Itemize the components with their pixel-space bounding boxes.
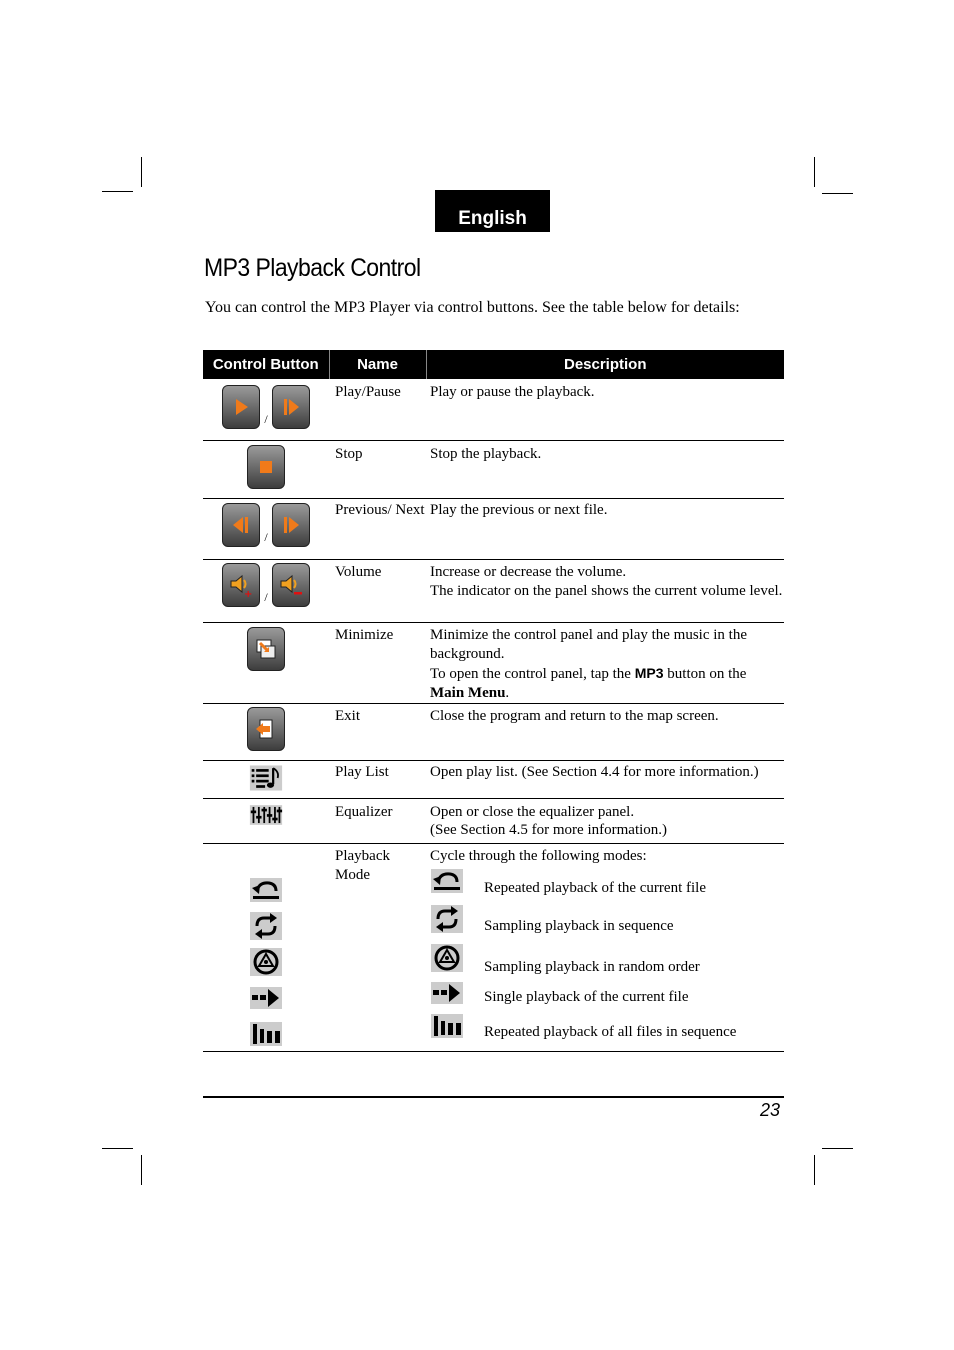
sampling-random-icon: [249, 946, 283, 979]
table-row: [203, 843, 784, 1051]
mode-item: [430, 866, 784, 902]
mode-label: Single playback of the current file: [484, 989, 689, 1005]
row-name: Play List: [329, 760, 426, 798]
control-table: [203, 350, 784, 1052]
row-description: Play the previous or next file.: [426, 498, 784, 559]
row-description: Play or pause the playback.: [426, 379, 784, 440]
play-pause-icon: [272, 385, 310, 429]
play-icon: [222, 385, 260, 429]
mode-label: Sampling playback in sequence: [484, 918, 674, 934]
single-play-icon: [249, 982, 283, 1015]
crop-mark: [141, 1155, 142, 1185]
crop-mark: [814, 157, 815, 187]
row-description: Increase or decrease the volume.: [430, 563, 627, 580]
crop-mark: [102, 191, 133, 192]
row-name: Playback Mode: [329, 843, 426, 1051]
mode-item: [430, 902, 784, 942]
crop-mark: [102, 1148, 133, 1149]
header-description: Description: [426, 350, 784, 379]
row-description: Close the program and return to the map screen.: [426, 703, 784, 760]
row-description: Open or close the equalizer panel.: [430, 803, 635, 820]
separator: /: [264, 529, 268, 544]
separator: /: [264, 412, 268, 426]
repeat-all-icon: [249, 1018, 283, 1051]
crop-mark: [814, 1155, 815, 1185]
volume-up-icon: [222, 563, 260, 607]
mp3-button-label: MP3: [634, 664, 664, 681]
repeat-one-icon: [249, 874, 283, 907]
equalizer-icon: [249, 799, 283, 827]
header-control-button: Control Button: [203, 350, 329, 379]
mode-item: [430, 980, 784, 1012]
table-header-row: [203, 350, 784, 379]
mode-label: Repeated playback of all files in sequence: [484, 1024, 737, 1040]
row-name: Previous/ Next: [329, 498, 426, 559]
row-description: Minimize the control panel and play the music in the background.: [430, 626, 747, 662]
table-row: [203, 498, 784, 559]
crop-mark: [141, 157, 142, 187]
svg-text:+: +: [244, 588, 253, 598]
section-title: MP3 Playback Control: [204, 254, 421, 282]
single-play-icon: [430, 981, 464, 1005]
page-number: 23: [760, 1100, 781, 1120]
playlist-icon: [249, 761, 283, 793]
row-name: Volume: [329, 559, 426, 622]
row-name: Stop: [329, 440, 426, 498]
row-name: Minimize: [329, 622, 426, 703]
mode-label: Repeated playback of the current file: [484, 880, 706, 896]
main-menu-label: Main Menu: [430, 684, 506, 701]
sampling-sequence-icon: [430, 904, 464, 934]
row-description: Open play list. (See Section 4.4 for more information.): [426, 760, 784, 798]
mode-item: [430, 1012, 784, 1046]
minimize-icon: [247, 627, 285, 671]
intro-paragraph: You can control the MP3 Player via control buttons. See the table below for details:: [205, 299, 740, 316]
table-row: [203, 440, 784, 498]
table-row: [203, 798, 784, 843]
mode-label: Sampling playback in random order: [484, 959, 700, 975]
table-row: [203, 703, 784, 760]
next-icon: [272, 503, 310, 547]
crop-mark: [822, 1148, 853, 1149]
row-description: Stop the playback.: [426, 440, 784, 498]
row-description-tail: To open the control panel, tap the MP3 button on the Main Menu.: [430, 664, 747, 701]
separator: /: [264, 589, 268, 604]
stop-icon: [247, 445, 285, 489]
row-name: Exit: [329, 703, 426, 760]
crop-mark: [822, 193, 853, 194]
mode-item: [430, 942, 784, 980]
table-row: [203, 559, 784, 622]
table-row: [203, 622, 784, 703]
header-name: Name: [329, 350, 426, 379]
table-row: [203, 760, 784, 798]
footer-rule: [203, 1096, 784, 1098]
sampling-random-icon: [430, 943, 464, 973]
sampling-sequence-icon: [249, 910, 283, 943]
language-tab: English: [435, 190, 550, 232]
row-description: Cycle through the following modes:: [430, 847, 647, 864]
row-name: Equalizer: [329, 798, 426, 843]
row-description: (See Section 4.5 for more information.): [430, 821, 668, 838]
repeat-all-icon: [430, 1013, 464, 1039]
row-description: The indicator on the panel shows the current volume level.: [430, 582, 783, 599]
previous-icon: [222, 503, 260, 547]
volume-down-icon: [272, 563, 310, 607]
row-name: Play/Pause: [329, 379, 426, 440]
repeat-one-icon: [430, 868, 464, 894]
table-row: [203, 379, 784, 440]
exit-icon: [247, 707, 285, 751]
